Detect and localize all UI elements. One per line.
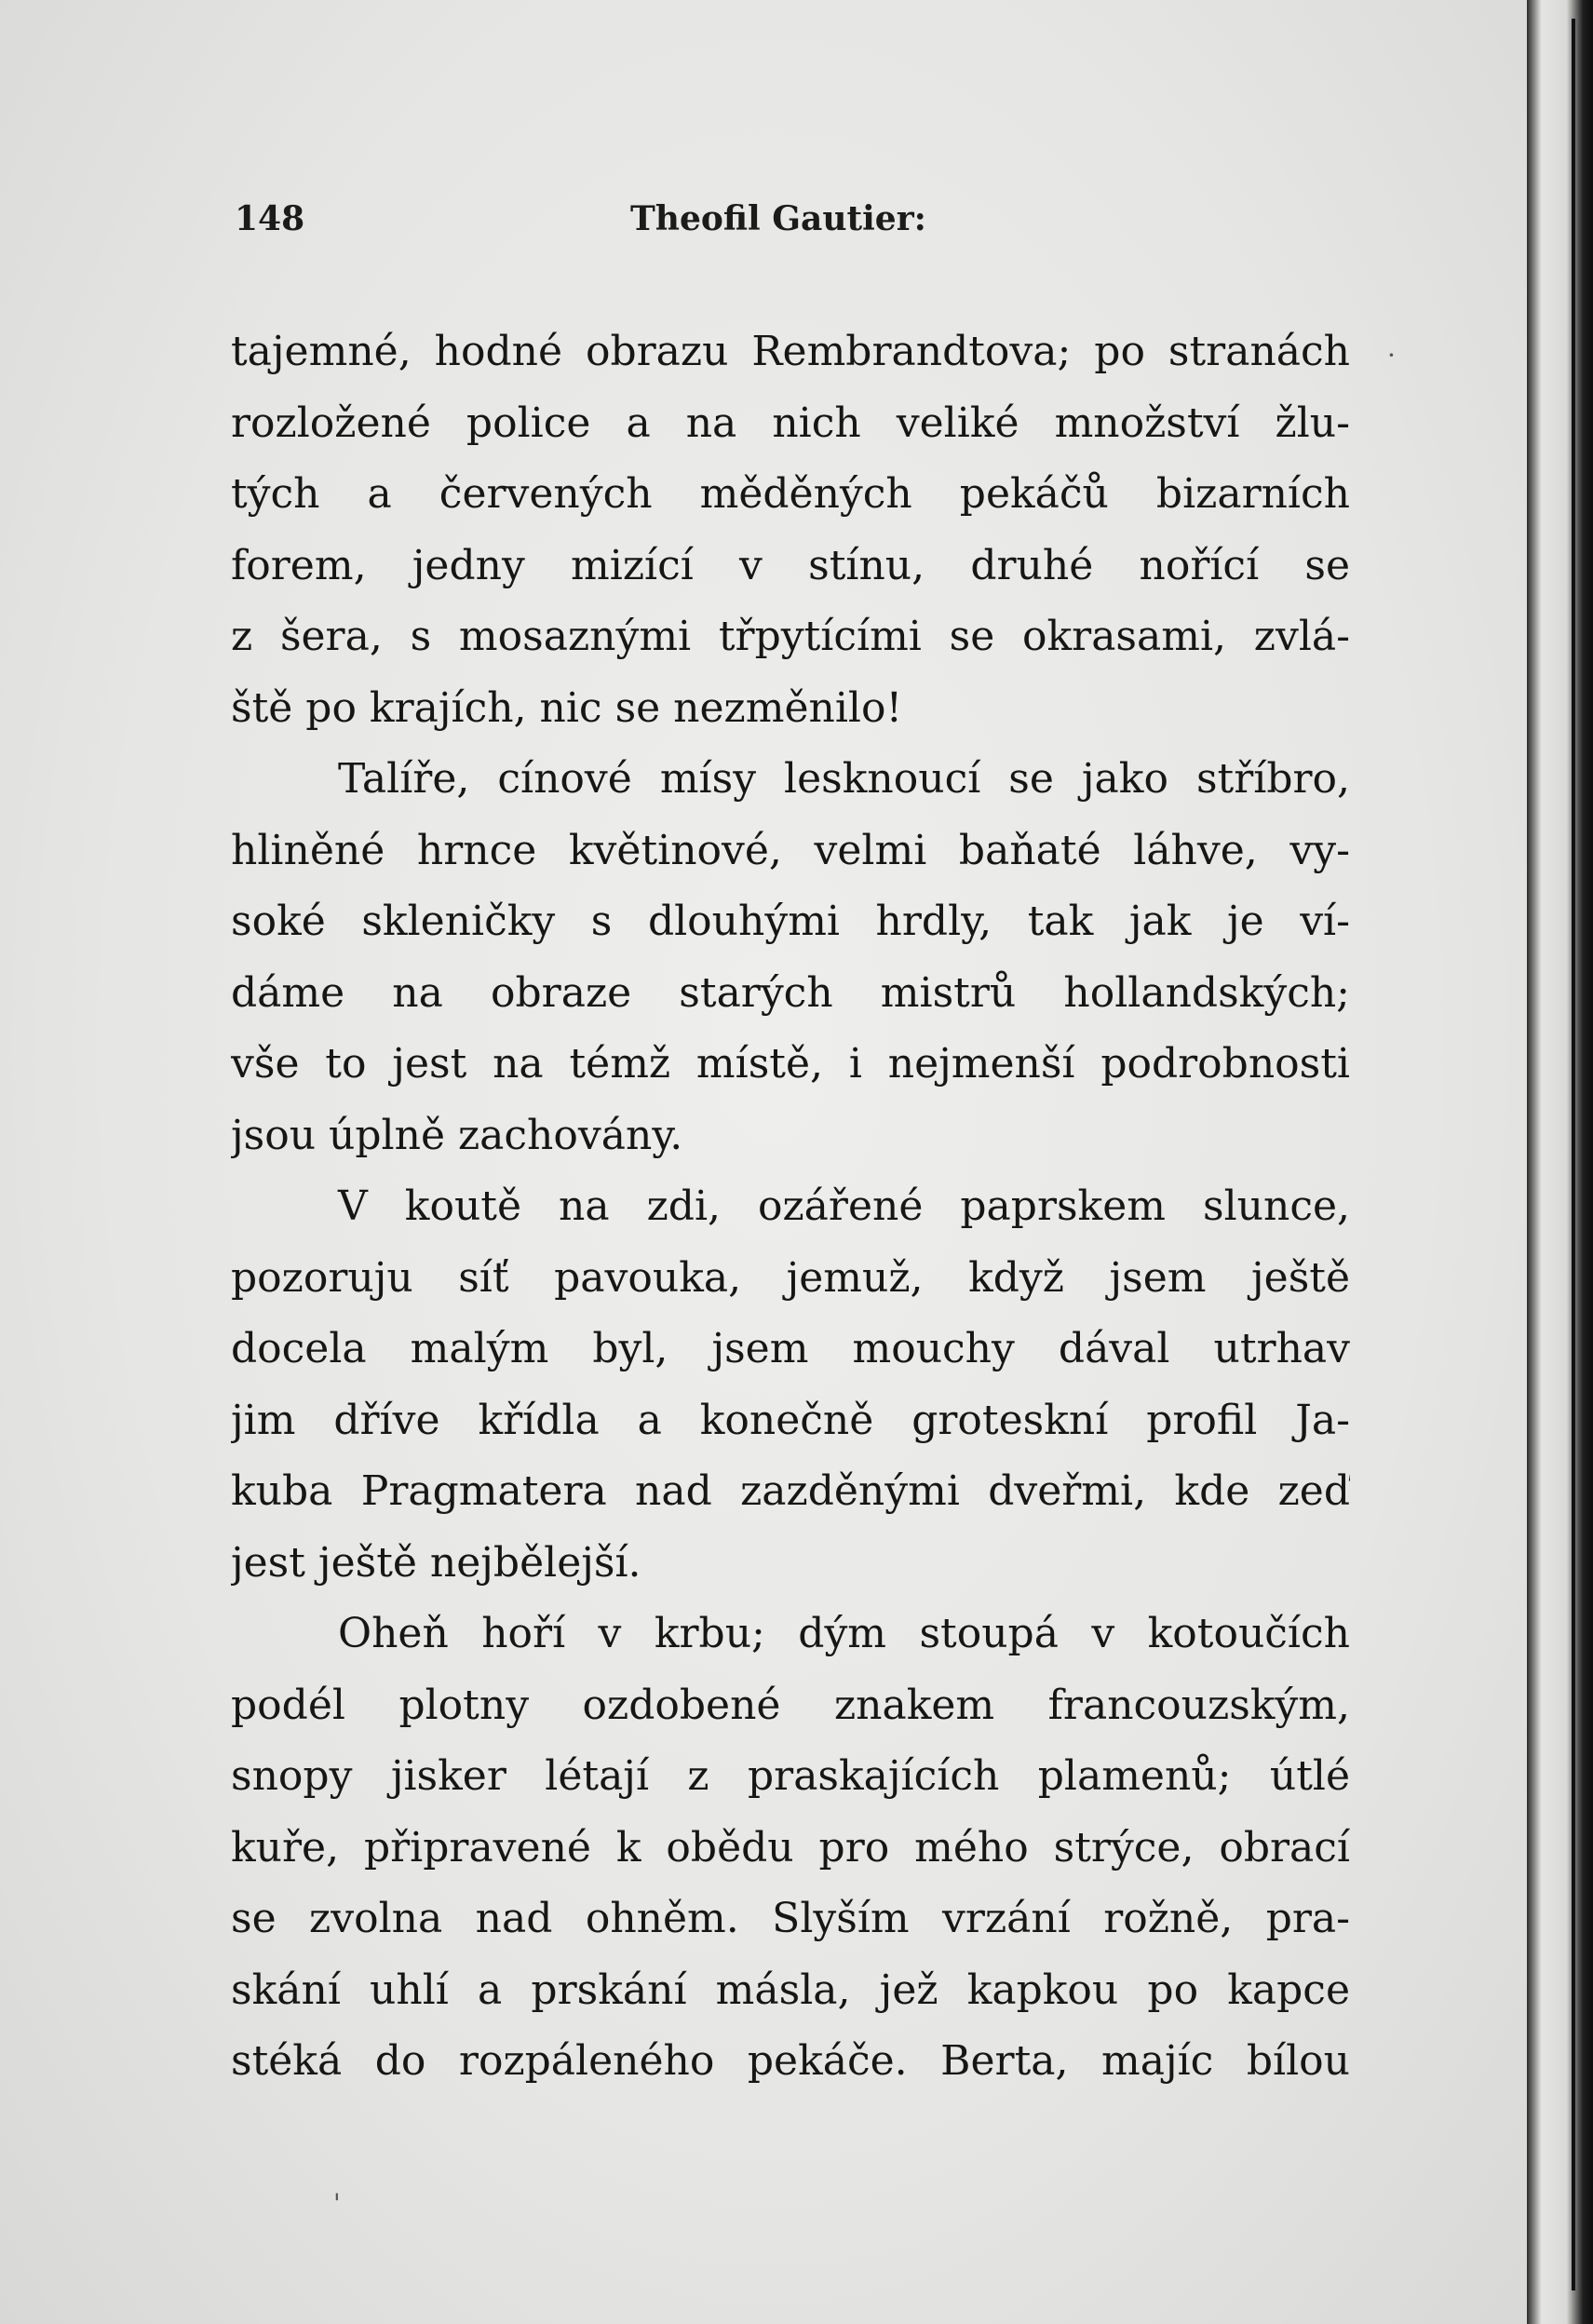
page-header bbox=[235, 199, 942, 248]
text-line: snopy jisker létají z praskajících plamenů; útlé bbox=[231, 1752, 1350, 1800]
text-line: tých a červených měděných pekáčů bizarních bbox=[231, 470, 1350, 518]
scan-speck: ' bbox=[333, 2188, 341, 2219]
text-line: jim dříve křídla a konečně groteskní profil Ja- bbox=[231, 1396, 1350, 1444]
text-line: jest ještě nejbělejší. bbox=[231, 1538, 641, 1587]
running-head: Theofil Gautier: bbox=[630, 199, 926, 238]
text-line: forem, jedny mizící v stínu, druhé nořící se bbox=[231, 541, 1350, 589]
text-line: se zvolna nad ohněm. Slyším vrzání rožně, pra- bbox=[231, 1895, 1350, 1942]
text-line: dáme na obraze starých mistrů hollandských; bbox=[231, 968, 1350, 1017]
binding-edge bbox=[1572, 19, 1575, 2290]
text-line: docela malým byl, jsem mouchy dával utrhav bbox=[231, 1325, 1350, 1372]
scan-speck: · bbox=[1387, 340, 1396, 371]
text-line: kuře, připravené k obědu pro mého strýce, obrací bbox=[231, 1823, 1350, 1871]
text-line: tajemné, hodné obrazu Rembrandtova; po stranách bbox=[231, 328, 1350, 375]
text-line: rozložené police a na nich veliké množství žlu- bbox=[231, 399, 1350, 447]
text-line: jsou úplně zachovány. bbox=[231, 1111, 683, 1159]
text-line: skání uhlí a prskání másla, jež kapkou po kapce bbox=[231, 1966, 1350, 2014]
text-line: hliněné hrnce květinové, velmi baňaté láhve, vy- bbox=[231, 826, 1350, 874]
text-line: vše to jest na témž místě, i nejmenší podrobnosti bbox=[231, 1040, 1350, 1088]
text-line: z šera, s mosaznými třpytícími se okrasami, zvlá- bbox=[231, 613, 1350, 660]
text-line: pozoruju síť pavouka, jemuž, když jsem ještě bbox=[231, 1253, 1350, 1302]
text-line: V koutě na zdi, ozářené paprskem slunce, bbox=[338, 1182, 1350, 1230]
body-text bbox=[231, 317, 1350, 2098]
text-line: stéká do rozpáleného pekáče. Berta, majíc bílou bbox=[231, 2037, 1350, 2085]
text-line: Oheň hoří v krbu; dým stoupá v kotoučích bbox=[338, 1610, 1350, 1657]
text-line: ště po krajích, nic se nezměnilo! bbox=[231, 683, 903, 732]
text-line: soké skleničky s dlouhými hrdly, tak jak je ví- bbox=[231, 898, 1350, 945]
text-line: podél plotny ozdobené znakem francouzským, bbox=[231, 1681, 1350, 1729]
text-line: kuba Pragmatera nad zazděnými dveřmi, kde zeď bbox=[231, 1467, 1350, 1515]
text-line: Talíře, cínové mísy lesknoucí se jako stříbro, bbox=[338, 755, 1350, 803]
page-number: 148 bbox=[235, 199, 305, 238]
page-edge-shadow bbox=[1527, 0, 1593, 2324]
